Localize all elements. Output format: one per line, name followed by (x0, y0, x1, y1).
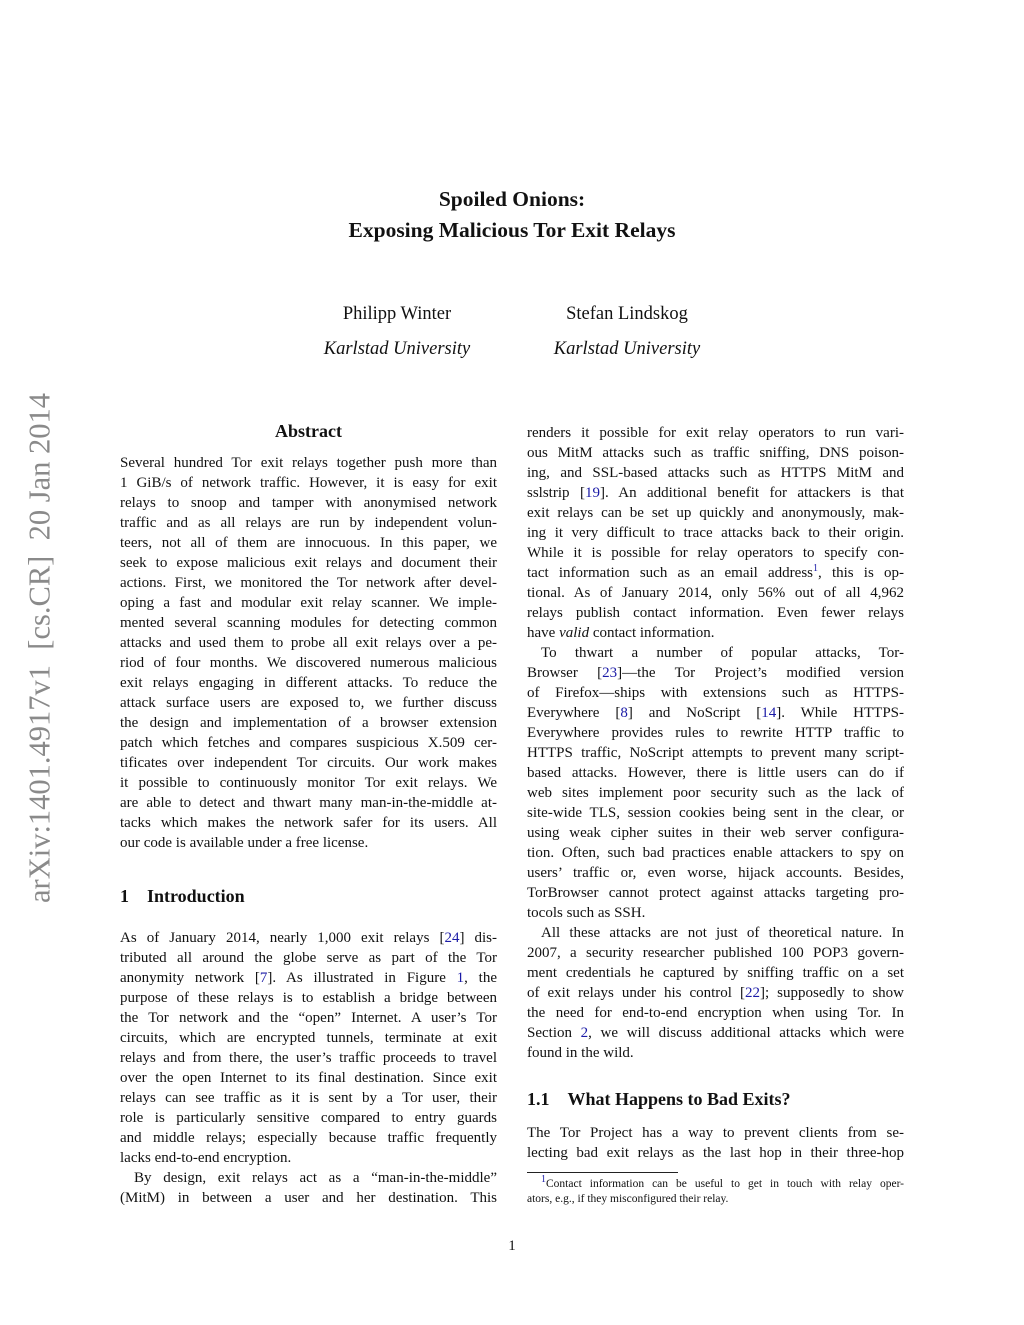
abstract-body (120, 453, 497, 853)
text-line: our code is available under a free license. (120, 835, 369, 851)
text-line: ing it very difficult to trace attacks back to their origin. (527, 525, 904, 541)
text-line: Everywhere provides rules to rewrite HTTP traffic to (527, 725, 904, 741)
text-line: attacks and used them to probe all exit relays over a pe- (120, 635, 497, 651)
text-line: relays to snoop and tamper with anonymised network (120, 495, 497, 511)
paragraph (120, 928, 497, 1168)
text-line: patch which fetches and compares suspicious X.509 cer- (120, 735, 497, 751)
text-line: tact information such as an email address$^1$, this is op- (527, 563, 904, 581)
text-line: based attacks. However, there is little users can do if (527, 765, 904, 781)
paragraph (527, 423, 904, 643)
text-line: tificates over independent Tor circuits. Our work makes (120, 755, 497, 771)
text-line: Everywhere [8] and NoScript [14]. While HTTPS- (527, 705, 904, 721)
citation-link[interactable]: 14 (761, 705, 777, 721)
text-line: teers, not all of them are innocuous. In this paper, we (120, 535, 497, 551)
text-line: TorBrowser cannot protect against attacks targeting pro- (527, 885, 904, 901)
text-line: found in the wild. (527, 1045, 634, 1061)
paper-title (0, 184, 1024, 246)
text-line: relays and from there, the user’s traffic proceeds to travel (120, 1050, 497, 1066)
text-line: $^1$Contact information can be useful to get in touch with relay oper- (541, 1174, 904, 1190)
text-line: To thwart a number of popular attacks, Tor- (541, 645, 904, 661)
title-line-1: Spoiled Onions: (438, 187, 586, 211)
section-heading-introduction (120, 886, 245, 907)
text-line: exit relays engaging in different attacks. To reduce the (120, 675, 497, 691)
text-line: tacks which makes the network safer for its users. All (120, 815, 497, 831)
text-line: the design and implementation of a browser extension (120, 715, 497, 731)
author-name: Philipp Winter (342, 304, 452, 324)
footnote-mark[interactable]: 1 (541, 1174, 546, 1186)
text-line: and middle relays; especially because traffic frequently (120, 1130, 497, 1146)
text-line: The Tor Project has a way to prevent clients from se- (527, 1125, 904, 1141)
citation-link[interactable]: 8 (620, 705, 628, 721)
abstract-heading: Abstract (275, 421, 342, 441)
figure-ref-link[interactable]: 1 (456, 970, 465, 986)
text-line: Several hundred Tor exit relays together push more than (120, 455, 497, 471)
text-line: ous MitM attacks such as traffic sniffing, DNS poison- (527, 445, 904, 461)
text-line: traffic and as all relays are run by independent volun- (120, 515, 497, 531)
text-line: have valid contact information. (527, 625, 715, 641)
subsection-body (527, 1123, 904, 1163)
text-line: it possible to continuously monitor Tor exit relays. We (120, 775, 497, 791)
author-affiliation: Karlstad University (553, 339, 701, 359)
text-line: tocols such as SSH. (527, 905, 646, 921)
text-line: lacks end-to-end encryption. (120, 1150, 292, 1166)
paragraph (527, 643, 904, 923)
text-line: By design, exit relays act as a “man-in-the-middle” (134, 1170, 497, 1186)
text-line: riod of four months. We discovered numerous malicious (120, 655, 497, 671)
text-line: All these attacks are not just of theoretical nature. In (541, 925, 904, 941)
text-line: ators, e.g., if they misconfigured their relay. (527, 1193, 729, 1205)
footnote-rule (527, 1172, 678, 1173)
paragraph (527, 923, 904, 1063)
right-column-body (527, 423, 904, 1063)
text-line: renders it possible for exit relay operators to run vari- (527, 425, 904, 441)
text-line: relays publish contact information. Even fewer relays (527, 605, 904, 621)
page-number: 1 (508, 1238, 516, 1254)
footnote-mark[interactable]: 1 (813, 563, 819, 574)
text-line: role is particularly sensitive compared to entry guards (120, 1110, 497, 1126)
text-line: 2007, a security researcher published 100 POP3 govern- (527, 945, 904, 961)
text-line: 1 GiB/s of network traffic. However, it is easy for exit (120, 475, 497, 491)
author-affiliation: Karlstad University (323, 339, 471, 359)
text-line: the need for end-to-end encryption when using Tor. In (527, 1005, 904, 1021)
section-title: Introduction (147, 886, 245, 906)
text-line: seek to expose malicious exit relays and document their (120, 555, 497, 571)
paragraph (527, 1123, 904, 1163)
text-line: mented several scanning modules for detecting common (120, 615, 497, 631)
text-line: the Tor network and the “open” Internet. A user’s Tor (120, 1010, 497, 1026)
arxiv-stamp: arXiv:1401.4917v1 [cs.CR] 20 Jan 2014 (22, 393, 57, 903)
text-line: sslstrip [19]. An additional benefit for attackers is that (527, 485, 905, 501)
text-line: tributed all around the globe serve as part of the Tor (120, 950, 497, 966)
citation-link[interactable]: 24 (444, 930, 460, 946)
text-line: While it is possible for relay operators to specify con- (527, 545, 904, 561)
author-name: Stefan Lindskog (566, 304, 688, 324)
text-line: circuits, which are encrypted tunnels, terminate at exit (120, 1030, 497, 1046)
text-line: relays can see traffic as it is sent by a Tor user, their (120, 1090, 497, 1106)
text-line: attack surface users are exposed to, we further discuss (120, 695, 497, 711)
text-line: tion. Often, such bad practices enable attackers to spy on (527, 845, 904, 861)
text-line: (MitM) in between a user and her destination. This (120, 1190, 497, 1206)
text-line: Section 2, we will discuss additional attacks which were (527, 1025, 904, 1041)
citation-link[interactable]: 7 (259, 970, 268, 986)
section-number: 1 (120, 886, 129, 906)
text-line: site-wide TLS, session cookies being sent in the clear, or (527, 805, 904, 821)
text-line: of exit relays under his control [22]; supposedly to show (527, 985, 904, 1001)
citation-link[interactable]: 19 (584, 485, 600, 501)
text-line: users’ traffic or, even worse, hijack accounts. Besides, (527, 865, 904, 881)
text-line: anonymity network [7]. As illustrated in Figure 1, the (120, 970, 497, 986)
text-line: exit relays can be set up quickly and anonymously, mak- (527, 505, 904, 521)
paragraph (120, 453, 497, 853)
footnote (527, 1174, 904, 1207)
text-line: using weak cipher suites in their web server configura- (527, 825, 904, 841)
text-line: web sites implement poor security such as the lack of (527, 785, 904, 801)
text-line: HTTPS traffic, NoScript attempts to prevent many script- (527, 745, 904, 761)
introduction-body (120, 928, 497, 1208)
subsection-number: 1.1 (527, 1089, 550, 1109)
text-line: are able to detect and thwart many man-in-the-middle at- (120, 795, 497, 811)
section-ref-link[interactable]: 2 (580, 1025, 589, 1041)
subsection-title: What Happens to Bad Exits? (567, 1089, 791, 1109)
text-line: of Firefox—ships with extensions such as HTTPS- (527, 685, 904, 701)
citation-link[interactable]: 23 (602, 665, 618, 681)
text-line: oping a fast and modular exit relay scanner. We imple- (120, 595, 497, 611)
subsection-heading (527, 1089, 791, 1110)
text-line: ment credentials he captured by sniffing traffic on a set (527, 965, 904, 981)
paragraph (120, 1168, 497, 1208)
text-line: purpose of these relays is to establish a bridge between (120, 990, 497, 1006)
text-line: tional. As of January 2014, only 56% out of all 4,962 (527, 585, 904, 601)
text-line: Browser [23]—the Tor Project’s modified version (527, 665, 904, 681)
citation-link[interactable]: 22 (744, 985, 760, 1001)
title-line-2: Exposing Malicious Tor Exit Relays (348, 218, 676, 242)
text-line: lecting bad exit relays as the last hop in their three-hop (527, 1145, 904, 1161)
paragraph (527, 1174, 904, 1207)
text-line: ing, and SSL-based attacks such as HTTPS MitM and (527, 465, 904, 481)
text-line: over the open Internet to its final destination. Since exit (120, 1070, 497, 1086)
text-line: As of January 2014, nearly 1,000 exit relays [24] dis- (120, 930, 497, 946)
emphasis: valid (559, 625, 590, 641)
text-line: actions. First, we monitored the Tor network after devel- (120, 575, 497, 591)
